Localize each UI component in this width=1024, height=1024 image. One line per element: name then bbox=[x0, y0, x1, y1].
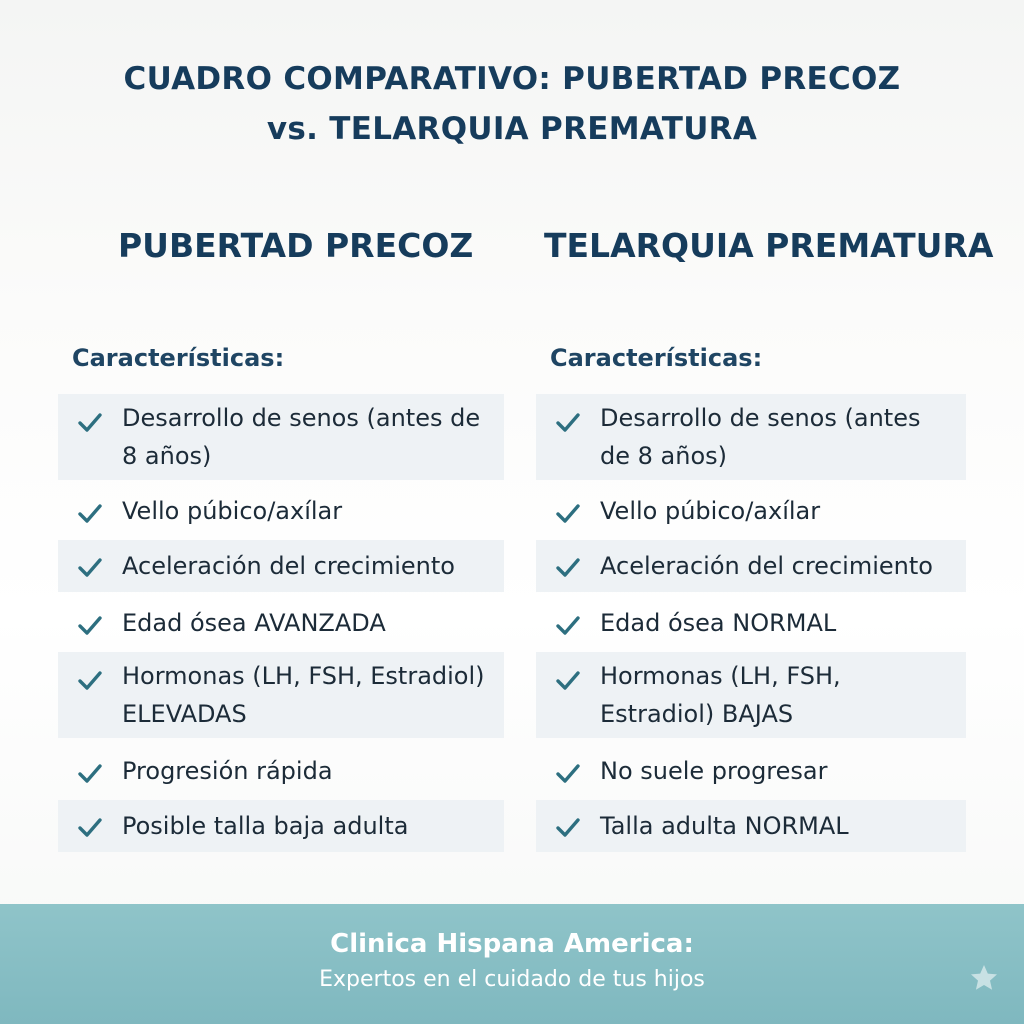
list-item-text: Posible talla baja adulta bbox=[122, 812, 409, 840]
check-icon bbox=[554, 408, 582, 436]
list-item bbox=[58, 394, 504, 480]
list-item bbox=[536, 540, 966, 592]
page-title bbox=[0, 54, 1024, 154]
check-icon bbox=[554, 813, 582, 841]
check-icon bbox=[76, 666, 104, 694]
list-item bbox=[58, 652, 504, 738]
list-item bbox=[536, 490, 966, 534]
footer-banner bbox=[0, 904, 1024, 1024]
list-item bbox=[58, 800, 504, 852]
list-item bbox=[536, 750, 966, 794]
list-item-text: Edad ósea AVANZADA bbox=[122, 609, 386, 637]
check-icon bbox=[76, 813, 104, 841]
check-icon bbox=[76, 408, 104, 436]
check-icon bbox=[76, 553, 104, 581]
check-icon bbox=[76, 759, 104, 787]
list-item-text: Aceleración del crecimiento bbox=[600, 552, 933, 580]
list-item-text: Talla adulta NORMAL bbox=[600, 812, 849, 840]
check-icon bbox=[554, 553, 582, 581]
list-item bbox=[536, 394, 966, 480]
list-item bbox=[536, 652, 966, 738]
list-item-text: Vello púbico/axílar bbox=[600, 497, 821, 525]
column-heading: PUBERTAD PRECOZ bbox=[118, 226, 474, 265]
check-icon bbox=[554, 499, 582, 527]
list-item-text: Hormonas (LH, FSH, Estradiol) ELEVADAS bbox=[122, 662, 485, 728]
list-item-text: Desarrollo de senos (antes de 8 años) bbox=[122, 404, 481, 470]
star-icon bbox=[968, 962, 1000, 994]
list-item-text: Vello púbico/axílar bbox=[122, 497, 343, 525]
check-icon bbox=[554, 759, 582, 787]
check-icon bbox=[554, 611, 582, 639]
list-item bbox=[536, 800, 966, 852]
check-icon bbox=[76, 611, 104, 639]
footer-title: Clinica Hispana America: bbox=[330, 929, 694, 959]
list-item-text: Progresión rápida bbox=[122, 757, 333, 785]
list-item-text: Edad ósea NORMAL bbox=[600, 609, 837, 637]
column-heading: TELARQUIA PREMATURA bbox=[544, 226, 994, 265]
features-label: Características: bbox=[550, 344, 763, 372]
list-item bbox=[536, 602, 966, 646]
list-item bbox=[58, 750, 504, 794]
page-title-line-2: vs. TELARQUIA PREMATURA bbox=[266, 111, 758, 147]
list-item-text: No suele progresar bbox=[600, 757, 828, 785]
features-label: Características: bbox=[72, 344, 285, 372]
footer-subtitle: Expertos en el cuidado de tus hijos bbox=[319, 967, 705, 992]
list-item bbox=[58, 490, 504, 534]
list-item bbox=[58, 602, 504, 646]
list-item-text: Hormonas (LH, FSH, Estradiol) BAJAS bbox=[600, 662, 841, 728]
list-item bbox=[58, 540, 504, 592]
check-icon bbox=[554, 666, 582, 694]
list-item-text: Aceleración del crecimiento bbox=[122, 552, 455, 580]
page-title-line-1: CUADRO COMPARATIVO: PUBERTAD PRECOZ bbox=[123, 61, 901, 97]
list-item-text: Desarrollo de senos (antes de 8 años) bbox=[600, 404, 921, 470]
check-icon bbox=[76, 499, 104, 527]
